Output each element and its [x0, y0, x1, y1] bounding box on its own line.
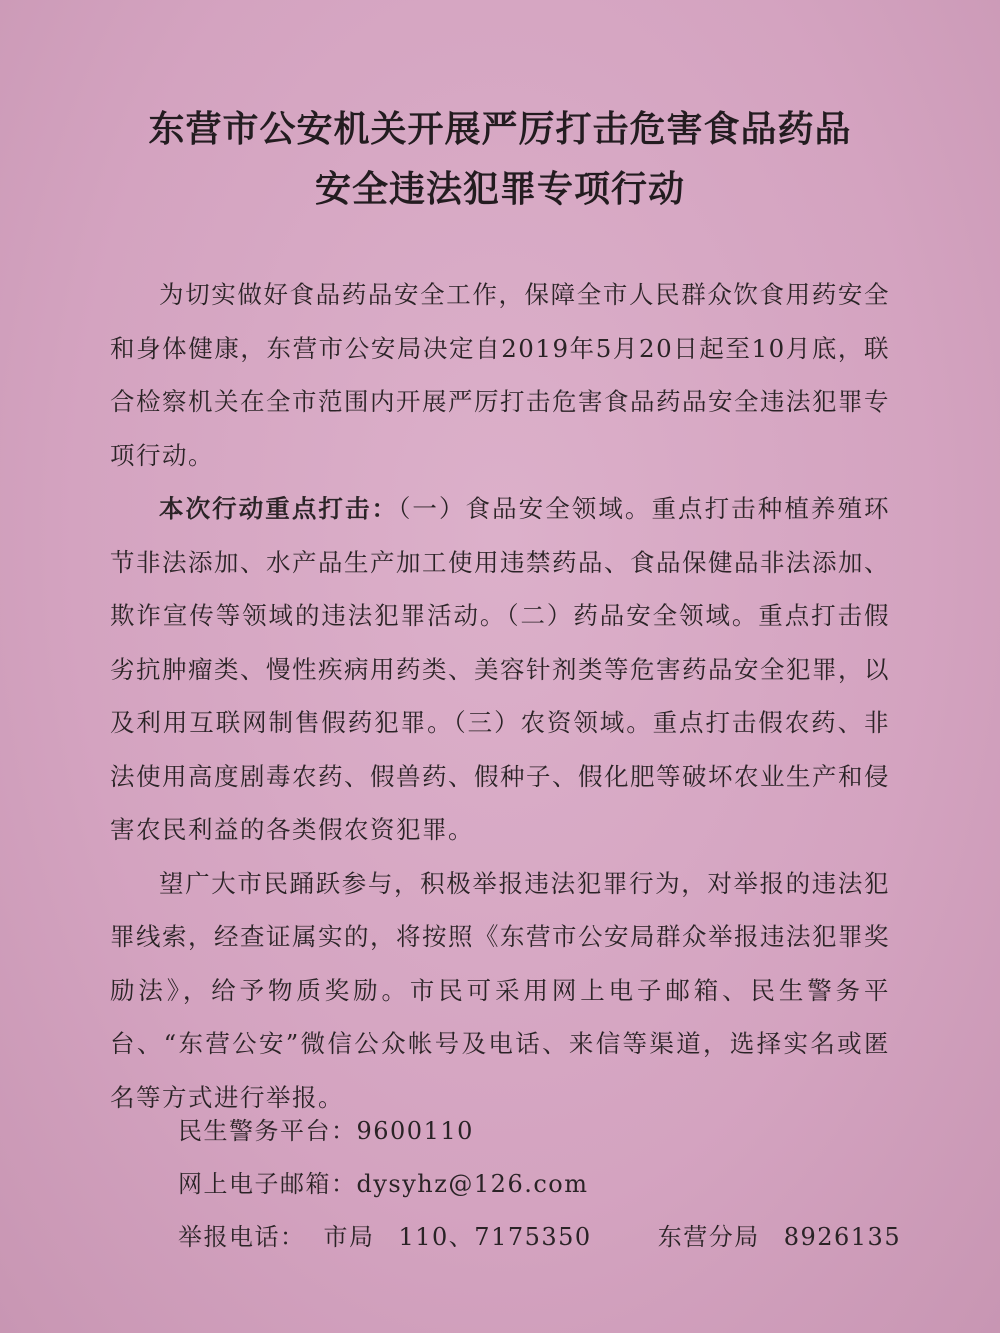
contact-platform-label: 民生警务平台： [178, 1117, 357, 1145]
contact-email [178, 1158, 898, 1211]
paragraph-appeal: 望广大市民踊跃参与，积极举报违法犯罪行为，对举报的违法犯罪线索，经查证属实的，将按照《东营市公安局群众举报违法犯罪奖励法》，给予物质奖励。市民可采用网上电子邮箱、民生警务平台、“东营公安”微信公众帐号及电话、来信等渠道，选择实名或匿名等方式进行举报。 [110, 868, 890, 1112]
contact-phone [178, 1211, 902, 1264]
contact-phone-city-value: 110、7175350 [398, 1223, 592, 1251]
contact-platform [178, 1105, 898, 1158]
paragraph-targets-lead: 本次行动重点打击： [159, 494, 399, 523]
contact-email-value: dysyhz@126.com [356, 1170, 589, 1198]
contact-phone-city-label: 市局 [323, 1223, 375, 1251]
contact-list [178, 1105, 902, 1264]
paragraph-intro: 为切实做好食品药品安全工作，保障全市人民群众饮食用药安全和身体健康，东营市公安局决定自2019年5月20日起至10月底，联合检察机关在全市范围内开展严厉打击危害食品药品安全违法犯罪专项行动。 [110, 280, 890, 470]
paragraph-targets [110, 482, 890, 857]
document-body [110, 268, 890, 1124]
contact-platform-value: 9600110 [356, 1117, 474, 1145]
paragraph-targets-text: （一）食品安全领域。重点打击种植养殖环节非法添加、水产品生产加工使用违禁药品、食品保健品非法添加、欺诈宣传等领域的违法犯罪活动。（二）药品安全领域。重点打击假劣抗肿瘤类、慢性疾病用药类、美容针剂类等危害药品安全犯罪，以及利用互联网制售假药犯罪。（三）农资领域。重点打击假农药、非法使用高度剧毒农药、假兽药、假种子、假化肥等破坏农业生产和侵害农民利益的各类假农资犯罪。 [110, 494, 891, 844]
contact-phone-label: 举报电话： [178, 1223, 306, 1251]
contact-email-label: 网上电子邮箱： [178, 1170, 357, 1198]
document-title [0, 100, 1000, 220]
contact-phone-branch-value: 8926135 [783, 1223, 902, 1251]
contact-phone-branch-label: 东营分局 [657, 1223, 760, 1251]
title-line-2: 安全违法犯罪专项行动 [314, 169, 685, 210]
title-line-1: 东营市公安机关开展严厉打击危害食品药品 [148, 109, 852, 150]
